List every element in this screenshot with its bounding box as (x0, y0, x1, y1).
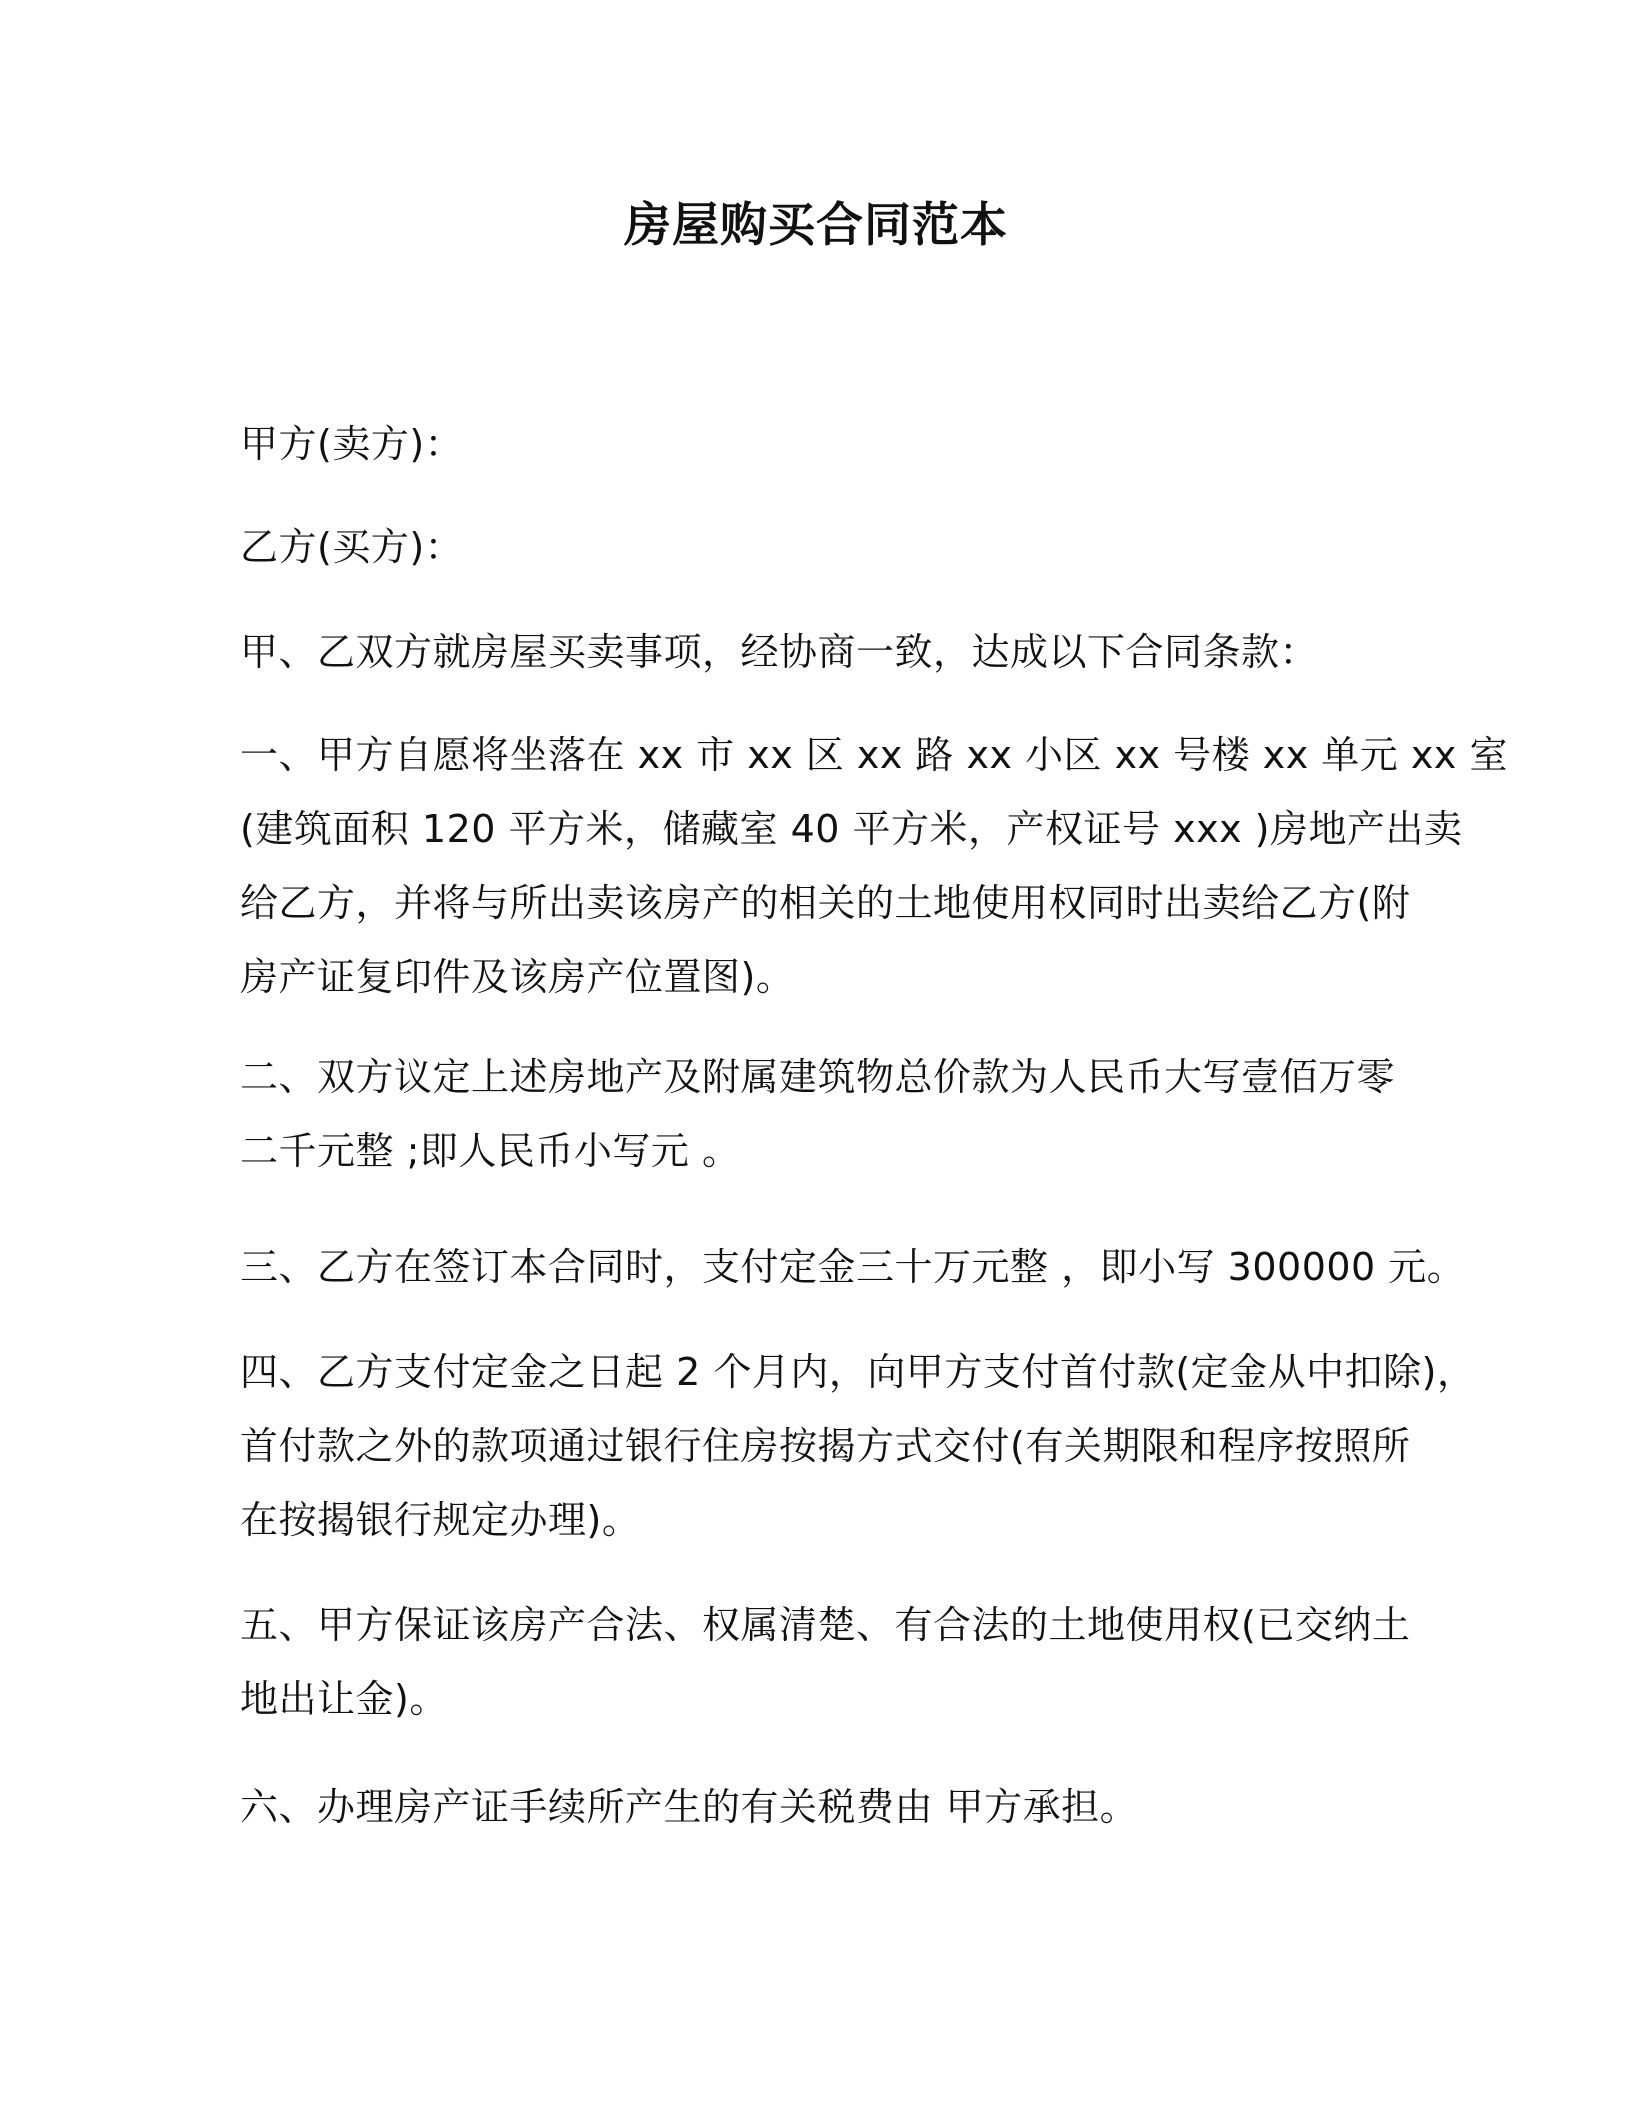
clause-6-line: 六、办理房产证手续所产生的有关税费由 甲方承担。 (240, 1785, 1139, 1829)
party-a-label (240, 407, 1410, 481)
clause-1-line: 给乙方，并将与所出卖该房产的相关的土地使用权同时出卖给乙方(附 (240, 881, 1411, 925)
preamble-text: 甲、乙双方就房屋买卖事项，经协商一致，达成以下合同条款： (240, 630, 1319, 674)
clause-4-line: 在按揭银行规定办理)。 (240, 1498, 641, 1542)
party-b-text: 乙方(买方)： (240, 525, 464, 569)
preamble-paragraph (240, 615, 1410, 689)
party-a-text: 甲方(卖方)： (240, 422, 464, 466)
clause-5 (240, 1588, 1410, 1736)
clause-2 (240, 1040, 1410, 1188)
clause-4 (240, 1335, 1476, 1557)
clause-4-line: 首付款之外的款项通过银行住房按揭方式交付(有关期限和程序按照所 (240, 1424, 1411, 1468)
clause-2-line: 二千元整 ;即人民币小写元 。 (240, 1129, 741, 1173)
clause-5-line: 五、甲方保证该房产合法、权属清楚、有合法的土地使用权(已交纳土 (240, 1603, 1411, 1647)
clause-1-line: (建筑面积 120 平方米，储藏室 40 平方米，产权证号 xxx )房地产出卖 (240, 807, 1463, 851)
document-title: 房屋购买合同范本 (624, 198, 1008, 253)
party-b-label (240, 510, 1410, 584)
clause-1-line: 房产证复印件及该房产位置图)。 (240, 955, 795, 999)
clause-6 (240, 1770, 1410, 1844)
clause-2-line: 二、双方议定上述房地产及附属建筑物总价款为人民币大写壹佰万零 (240, 1055, 1396, 1099)
clause-3 (240, 1230, 1466, 1304)
clause-5-line: 地出让金)。 (240, 1677, 448, 1721)
clause-4-line: 四、乙方支付定金之日起 2 个月内，向甲方支付首付款(定金从中扣除)， (240, 1350, 1476, 1394)
clause-1-line: 一、甲方自愿将坐落在 xx 市 xx 区 xx 路 xx 小区 xx 号楼 xx 单元 xx 室 (240, 733, 1508, 777)
clause-1 (240, 718, 1508, 1014)
clause-3-line: 三、乙方在签订本合同时，支付定金三十万元整 ，即小写 300000 元。 (240, 1245, 1466, 1289)
